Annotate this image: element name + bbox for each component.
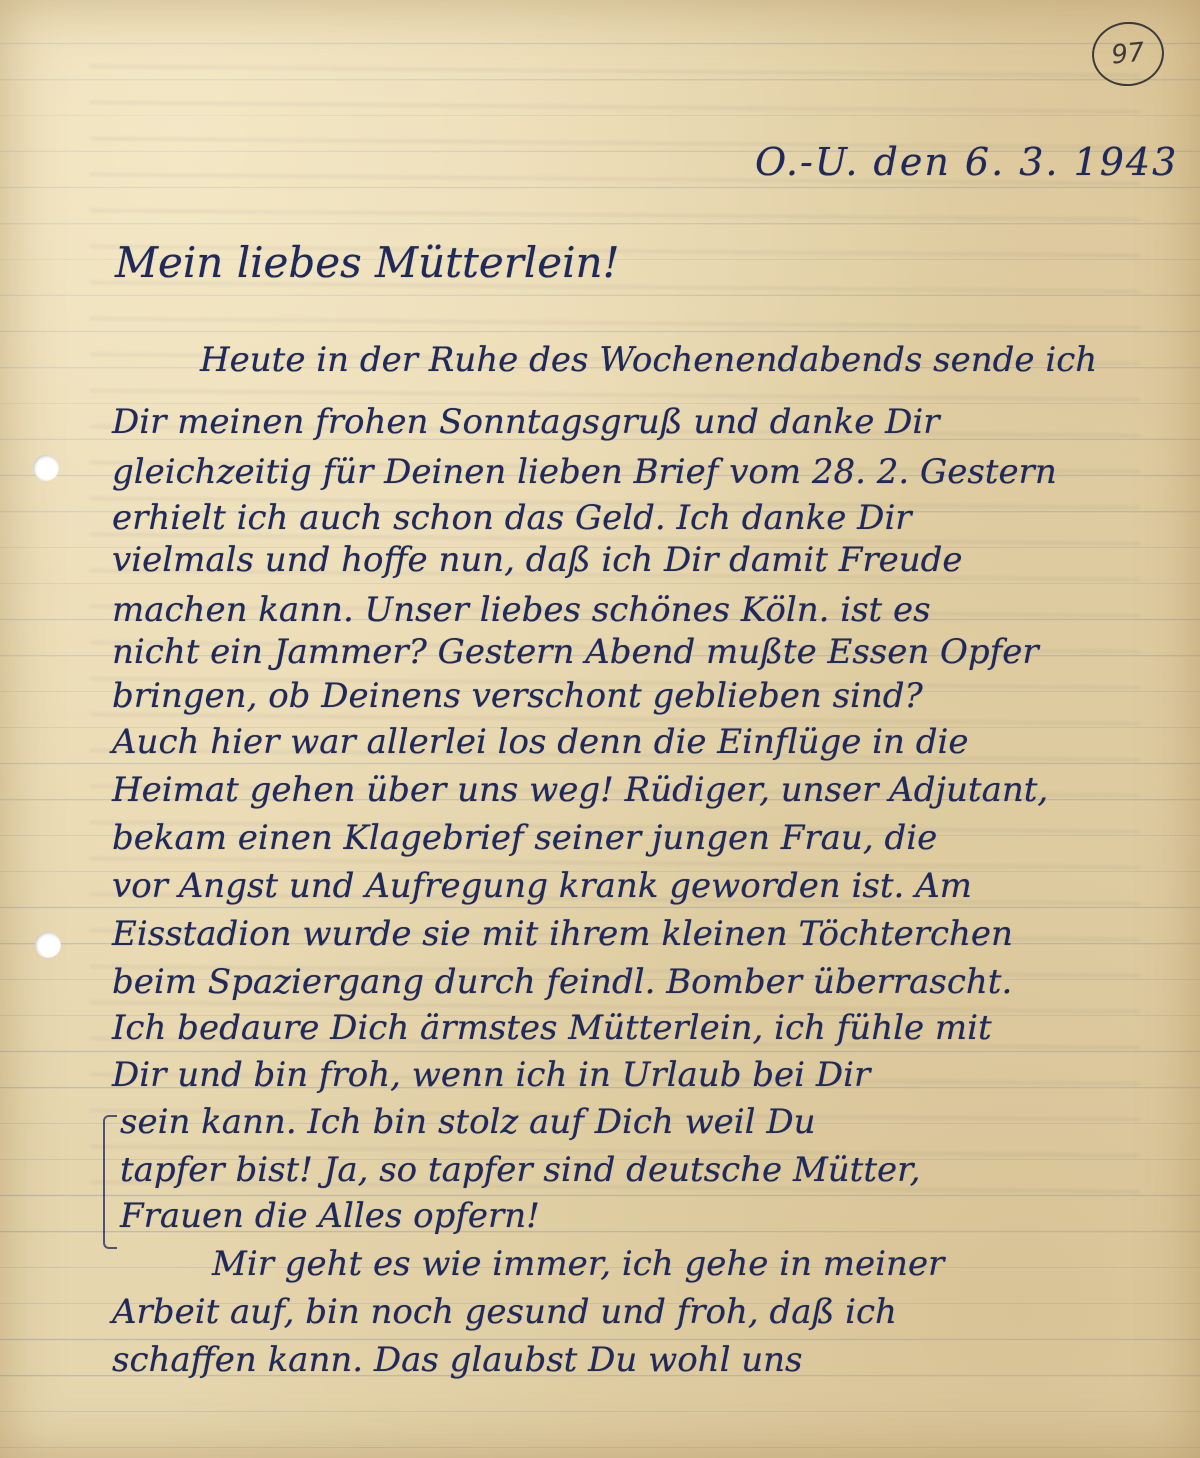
letter-line: Mir geht es wie immer, ich gehe in meiner	[212, 1244, 945, 1284]
letter-line: nicht ein Jammer? Gestern Abend mußte Essen Opfer	[112, 632, 1039, 672]
letter-line: vielmals und hoffe nun, daß ich Dir damit Freude	[112, 540, 963, 580]
letter-line: bekam einen Klagebrief seiner jungen Frau, die	[112, 818, 938, 858]
letter-line: Ich bedaure Dich ärmstes Mütterlein, ich fühle mit	[112, 1008, 992, 1048]
letter-line: sein kann. Ich bin stolz auf Dich weil Du	[120, 1102, 816, 1142]
letter-line: machen kann. Unser liebes schönes Köln. ist es	[112, 590, 931, 630]
letter-line: schaffen kann. Das glaubst Du wohl uns	[112, 1340, 803, 1380]
letter-line: Eisstadion wurde sie mit ihrem kleinen Töchterchen	[112, 914, 1013, 954]
letter-line: Heute in der Ruhe des Wochenendabends sende ich	[200, 340, 1098, 380]
letter-line: vor Angst und Aufregung krank geworden ist. Am	[112, 866, 972, 906]
letter-line: Dir meinen frohen Sonntagsgruß und danke Dir	[112, 402, 940, 442]
letter-line: Dir und bin froh, wenn ich in Urlaub bei Dir	[112, 1055, 871, 1095]
letter-line: Auch hier war allerlei los denn die Einflüge in die	[112, 722, 969, 762]
page-number: 97	[1109, 37, 1147, 71]
date-line: O.-U. den 6. 3. 1943	[755, 140, 1179, 184]
letter-line: tapfer bist! Ja, so tapfer sind deutsche Mütter,	[120, 1150, 921, 1190]
letter-line: Arbeit auf, bin noch gesund und froh, daß ich	[112, 1292, 897, 1332]
letter-line: bringen, ob Deinens verschont geblieben sind?	[112, 676, 923, 716]
letter-line: beim Spaziergang durch feindl. Bomber überrascht.	[112, 962, 1013, 1002]
letter-line: erhielt ich auch schon das Geld. Ich danke Dir	[112, 498, 912, 538]
letter-line: gleichzeitig für Deinen lieben Brief vom 28. 2. Gestern	[112, 452, 1057, 492]
salutation: Mein liebes Mütterlein!	[115, 238, 620, 287]
letter-line: Heimat gehen über uns weg! Rüdiger, unser Adjutant,	[112, 770, 1049, 810]
letter-line: Frauen die Alles opfern!	[120, 1196, 540, 1236]
